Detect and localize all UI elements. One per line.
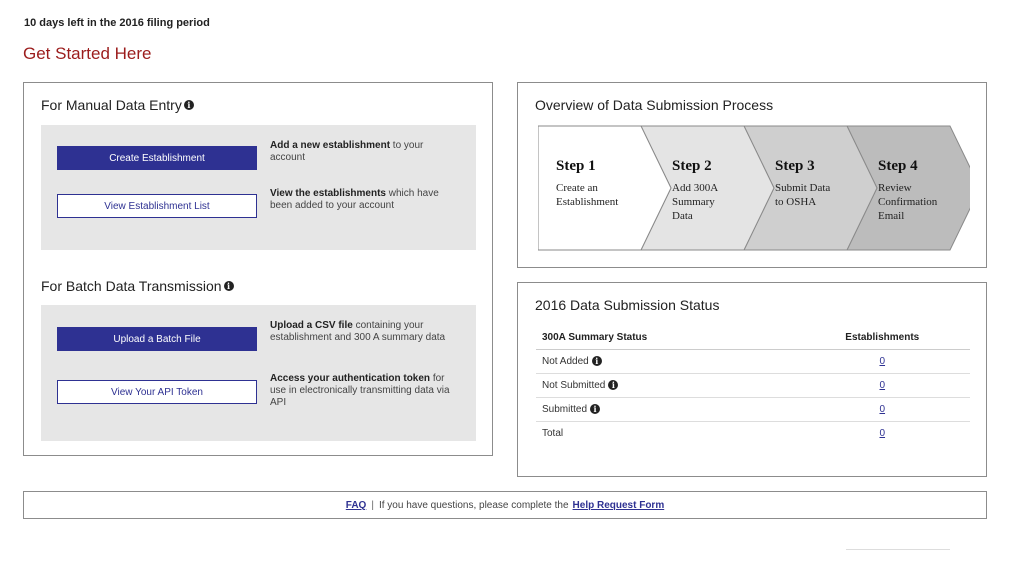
info-icon[interactable]: i <box>184 100 194 110</box>
status-column-header: 300A Summary Status <box>536 327 789 349</box>
token-desc-rest: for use in electronically transmitting data via API <box>270 373 450 408</box>
manual-entry-heading <box>41 97 194 113</box>
status-title: 2016 Data Submission Status <box>535 297 720 313</box>
create-desc-bold: Add a new establishment <box>270 140 391 151</box>
submission-steps-diagram <box>538 125 970 251</box>
submission-overview-panel <box>517 82 987 268</box>
footer-separator: | <box>371 499 374 511</box>
batch-transmission-box <box>41 305 476 441</box>
create-establishment-button[interactable]: Create Establishment <box>57 146 257 170</box>
establishment-count-link[interactable]: 0 <box>879 427 886 439</box>
view-desc-rest: which have been added to your account <box>270 188 439 211</box>
establishment-count-cell <box>789 349 970 373</box>
status-label-cell <box>536 373 789 397</box>
api-token-description <box>270 373 460 409</box>
establishment-count-cell <box>789 421 970 445</box>
step-description-line: Confirmation <box>878 196 938 208</box>
step-description-line: Add 300A <box>672 182 719 194</box>
info-icon[interactable]: i <box>590 404 600 414</box>
view-desc-bold: View the establishments <box>270 188 386 199</box>
footer-text: If you have questions, please complete the <box>378 499 569 511</box>
batch-transmission-heading <box>41 278 234 294</box>
view-establishment-list-button[interactable]: View Establishment List <box>57 194 257 218</box>
establishment-count-link[interactable]: 0 <box>879 355 886 367</box>
step-title: Step 2 <box>672 158 712 174</box>
status-row <box>536 421 970 445</box>
status-label-cell <box>536 397 789 421</box>
faq-link[interactable]: FAQ <box>345 499 367 511</box>
establishment-count-link[interactable]: 0 <box>879 403 886 415</box>
status-label: Total <box>542 427 564 439</box>
info-icon[interactable]: i <box>592 356 602 366</box>
bottom-divider <box>846 549 950 550</box>
establishment-count-cell <box>789 397 970 421</box>
step-description-line: Review <box>878 182 912 194</box>
info-icon[interactable]: i <box>224 281 234 291</box>
upload-batch-description <box>270 320 460 344</box>
manual-entry-title: For Manual Data Entry <box>41 97 182 113</box>
step-description-line: to OSHA <box>775 196 817 208</box>
status-label: Submitted <box>542 403 588 415</box>
status-label-cell <box>536 421 789 445</box>
page-title: Get Started Here <box>23 44 152 63</box>
establishment-count-link[interactable]: 0 <box>879 379 886 391</box>
help-footer <box>23 491 987 519</box>
step-title: Step 4 <box>878 158 918 174</box>
help-request-form-link[interactable]: Help Request Form <box>572 499 665 511</box>
view-establishment-description <box>270 188 460 212</box>
status-row <box>536 397 970 421</box>
status-table <box>536 327 970 445</box>
view-api-token-button[interactable]: View Your API Token <box>57 380 257 404</box>
step-title: Step 1 <box>556 158 596 174</box>
info-icon[interactable]: i <box>608 380 618 390</box>
data-entry-panel <box>23 82 493 456</box>
establishments-column-header: Establishments <box>789 327 970 349</box>
upload-batch-file-button[interactable]: Upload a Batch File <box>57 327 257 351</box>
status-row <box>536 373 970 397</box>
step-description-line: Data <box>672 210 693 222</box>
upload-desc-bold: Upload a CSV file <box>270 320 353 331</box>
upload-desc-rest: containing your establishment and 300 A summary data <box>270 320 446 343</box>
step-description-line: Establishment <box>556 196 619 208</box>
step-description-line: Summary <box>672 196 715 208</box>
establishment-count-cell <box>789 373 970 397</box>
filing-deadline-notice: 10 days left in the 2016 filing period <box>24 17 210 29</box>
overview-title: Overview of Data Submission Process <box>535 97 774 113</box>
status-label-cell <box>536 349 789 373</box>
create-establishment-description <box>270 140 460 164</box>
step-description-line: Email <box>878 210 905 222</box>
manual-entry-box <box>41 125 476 250</box>
status-table-header <box>536 327 970 349</box>
step-description-line: Submit Data <box>775 182 831 194</box>
step-description-line: Create an <box>556 182 598 194</box>
submission-status-panel <box>517 282 987 477</box>
status-label: Not Submitted <box>542 379 606 391</box>
token-desc-bold: Access your authentication token <box>270 373 431 384</box>
status-row <box>536 349 970 373</box>
step-title: Step 3 <box>775 158 815 174</box>
batch-transmission-title: For Batch Data Transmission <box>41 278 222 294</box>
status-label: Not Added <box>542 355 589 367</box>
create-desc-rest: to your account <box>270 140 424 163</box>
